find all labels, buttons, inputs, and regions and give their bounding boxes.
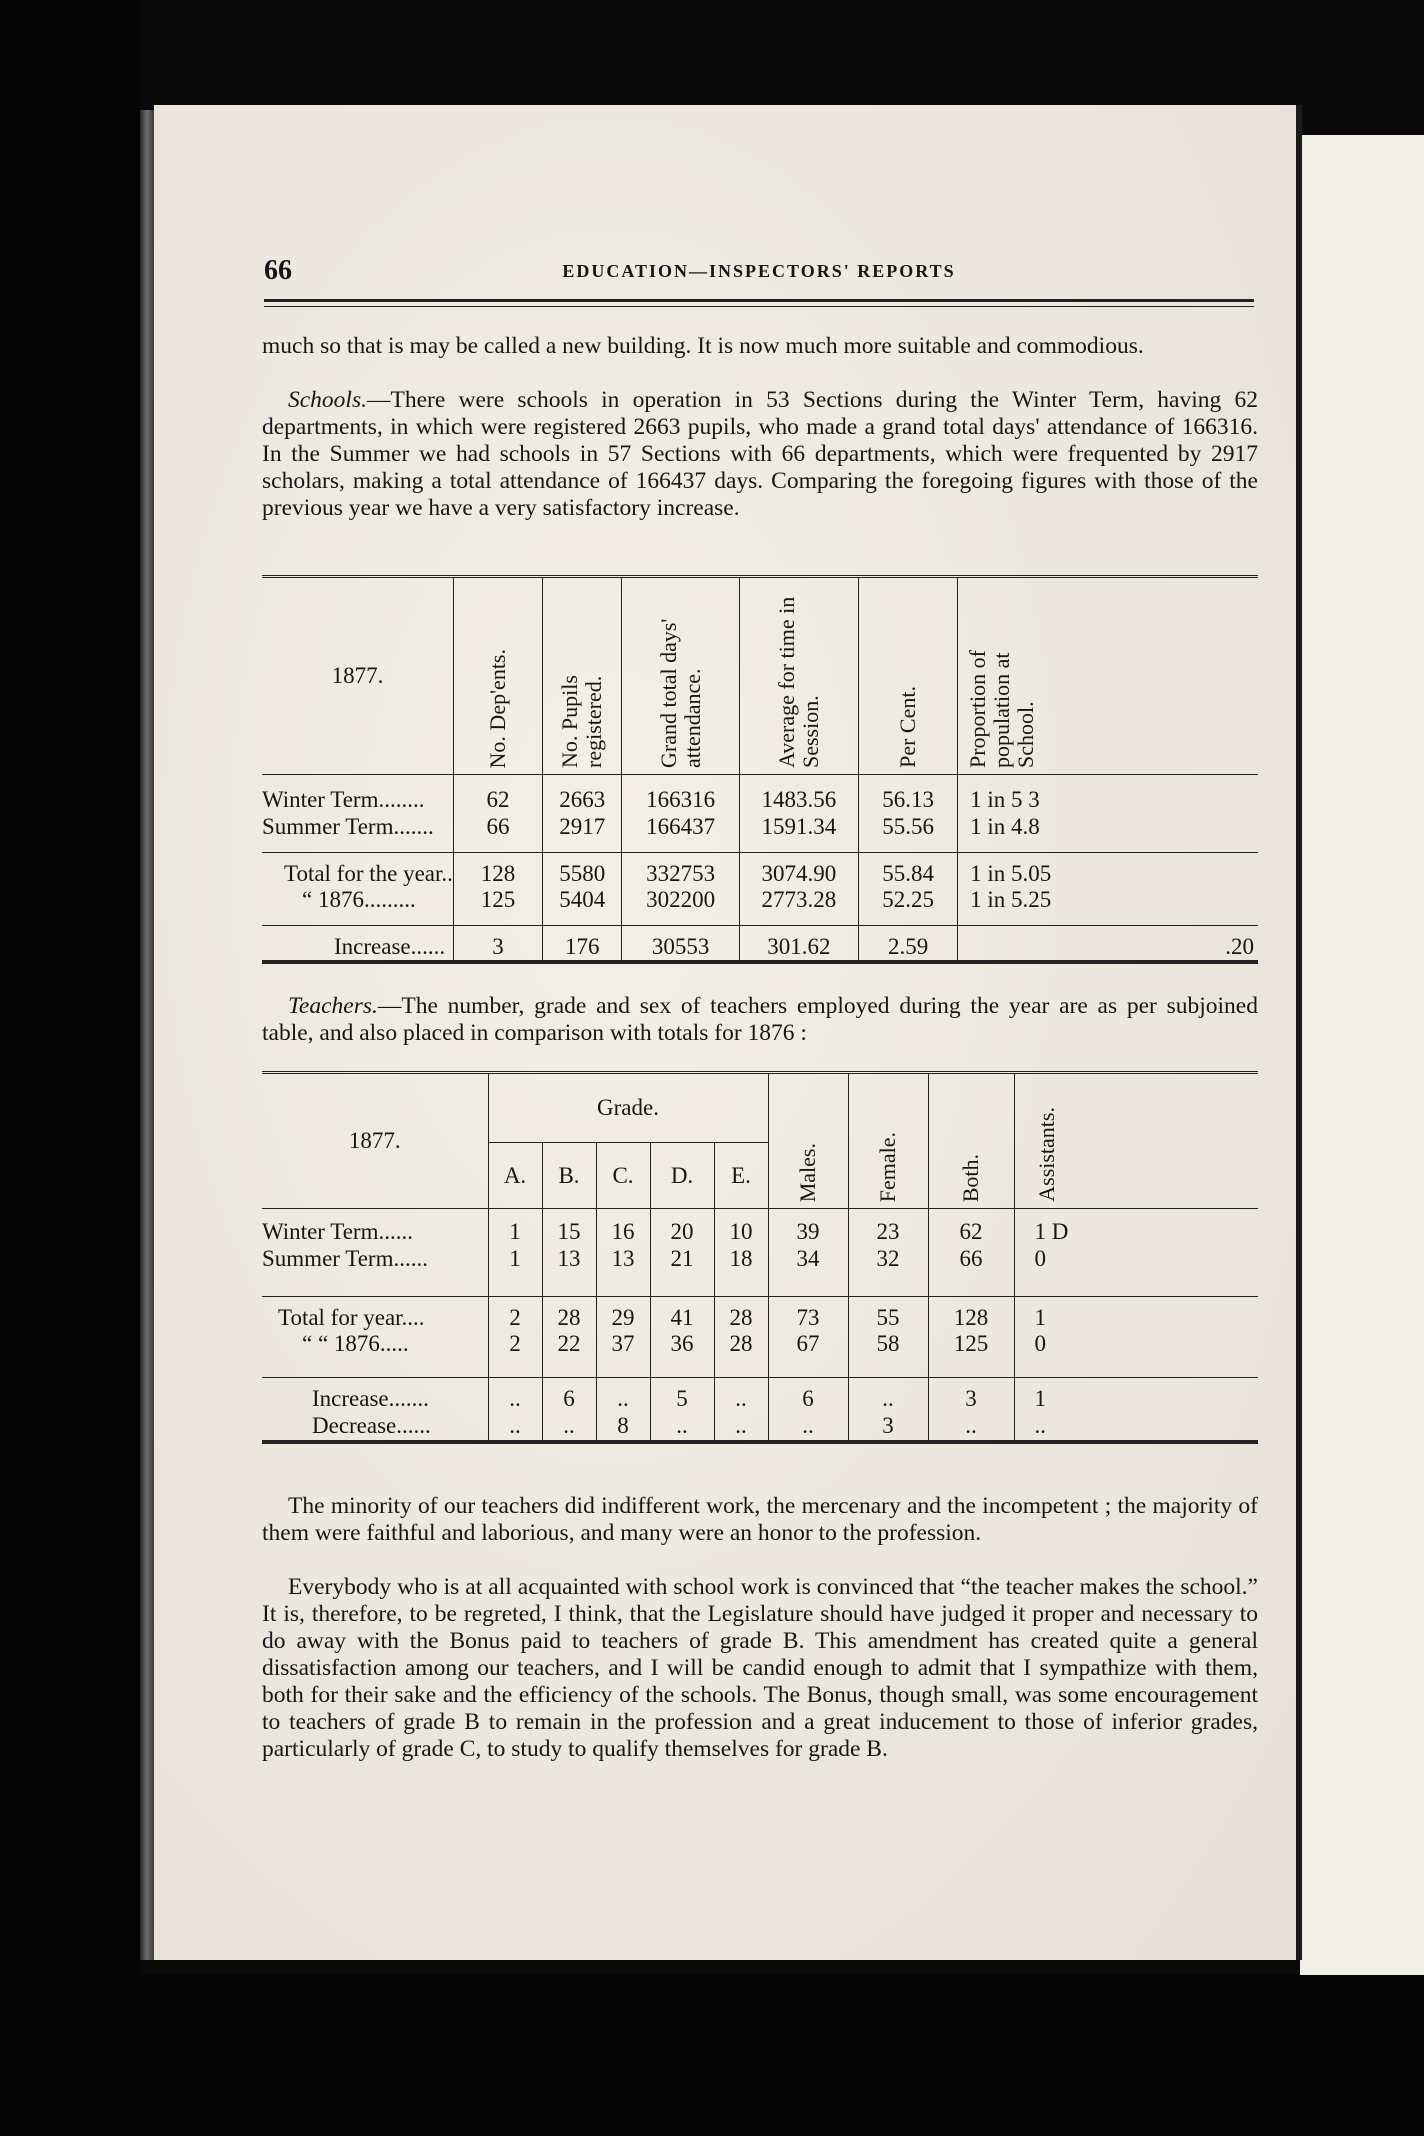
grade-col: C. <box>596 1143 650 1209</box>
table1-header: No. Dep'ents. <box>484 648 510 768</box>
table-row: Increase...... 3 176 30553 301.62 2.59 .20 <box>262 926 1258 962</box>
table-row: Winter Term...... 1 15 16 20 10 39 23 62 1 D <box>262 1219 1258 1246</box>
facing-page-edge <box>1300 135 1424 1975</box>
scan-border-bottom <box>0 1975 1424 2136</box>
table-row: Winter Term........ 62 2663 166316 1483.56 56.13 1 in 5 3 <box>262 787 1258 814</box>
paragraph-teachers: Teachers.—The number, grade and sex of teachers employed during the year are as per subjoined table, and also placed in comparison with totals for 1876 : <box>262 993 1258 1046</box>
table2-grade-header: Grade. <box>488 1073 768 1143</box>
table-row: Decrease...... .. .. 8 .. .. .. 3 .. .. <box>262 1412 1258 1442</box>
table-row: Total for the year.. 128 5580 332753 3074.90 55.84 1 in 5.05 <box>262 853 1258 887</box>
table-row: Total for year.... 2 28 29 41 28 73 55 128 1 <box>262 1297 1258 1331</box>
table2-header: Both. <box>958 1153 983 1202</box>
header-rule <box>264 299 1254 307</box>
table2-header: Assistants. <box>1033 1107 1059 1202</box>
table1-year: 1877. <box>262 577 453 775</box>
table2-year: 1877. <box>262 1073 488 1209</box>
attendance-table <box>262 575 1258 964</box>
book-page <box>154 105 1296 1960</box>
table-row: Summer Term...... 1 13 13 21 18 34 32 66 0 <box>262 1246 1258 1273</box>
table1-header: No. Pupils registered. <box>557 675 607 768</box>
table-row: Summer Term....... 66 2917 166437 1591.34 55.56 1 in 4.8 <box>262 814 1258 841</box>
table1-header: Average for time in Session. <box>773 596 823 768</box>
running-head: EDUCATION—INSPECTORS' REPORTS <box>562 261 956 281</box>
table-row: “ “ 1876..... 2 22 37 36 28 67 58 125 0 <box>262 1331 1258 1358</box>
paragraph-minority: The minority of our teachers did indifferent work, the mercenary and the incompetent ; the majority of them were faithful and laborious, and many were an honor to the profession. <box>262 1493 1258 1546</box>
table1-header: Grand total days' attendance. <box>655 618 705 768</box>
grade-col: A. <box>488 1143 542 1209</box>
table1-header: Proportion of population at School. <box>965 650 1039 768</box>
grade-col: D. <box>650 1143 714 1209</box>
table2-header: Female. <box>875 1131 900 1202</box>
book-spine <box>140 110 154 1960</box>
page-gutter <box>1296 105 1302 1960</box>
scan-border-left <box>0 0 140 2136</box>
page-number: 66 <box>264 255 292 286</box>
table1-header: Per Cent. <box>895 686 921 768</box>
grade-col: E. <box>714 1143 768 1209</box>
grade-col: B. <box>542 1143 596 1209</box>
table-row: “ 1876......... 125 5404 302200 2773.28 52.25 1 in 5.25 <box>262 887 1258 914</box>
table2-header: Males. <box>795 1142 820 1202</box>
schools-lead: Schools. <box>288 387 367 413</box>
table-row: Increase....... .. 6 .. 5 .. 6 .. 3 1 <box>262 1378 1258 1412</box>
paragraph-building: much so that is may be called a new building. It is now much more suitable and commodious. <box>262 333 1144 359</box>
teachers-table <box>262 1071 1258 1444</box>
paragraph-bonus: Everybody who is at all acquainted with school work is convinced that “the teacher makes the school.” It is, therefore, to be regreted, I think, that the Legislature should have judged it proper and necessary to do away with the Bonus paid to teachers of grade B. This amendment has created quite a general dissatisfaction among our teachers, and I will be candid enough to admit that I sympathize with them, both for their sake and the efficiency of the schools. The Bonus, though small, was some encouragement to teachers of grade B to remain in the profession and a great inducement to those of inferior grades, particularly of grade C, to study to qualify themselves for grade B. <box>262 1574 1258 1762</box>
teachers-lead: Teachers. <box>288 993 378 1019</box>
page-header <box>264 255 1254 295</box>
paragraph-schools: Schools.—There were schools in operation in 53 Sections during the Winter Term, having 62 departments, in which were registered 2663 pupils, who made a grand total days' attendance of 166316. In the Summer we had schools in 57 Sections with 66 departments, which were frequented by 2917 scholars, making a total attendance of 166437 days. Comparing the foregoing figures with those of the previous year we have a very satisfactory increase. <box>262 387 1258 521</box>
